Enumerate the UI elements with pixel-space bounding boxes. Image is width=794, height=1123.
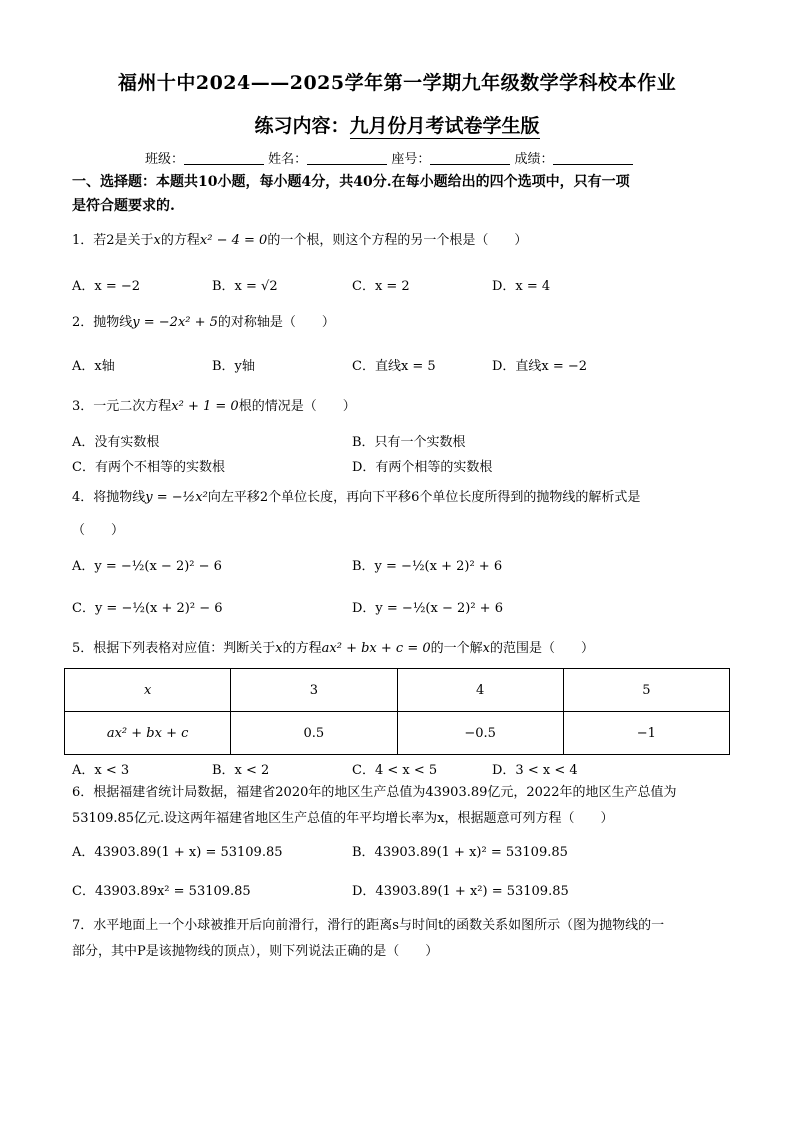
- question-7: [72, 913, 732, 965]
- question-6: [72, 780, 732, 832]
- q6-option-c[interactable]: C．43903.89x² = 53109.85: [72, 884, 251, 899]
- q5-option-a[interactable]: A．x < 3: [72, 763, 130, 778]
- section-1-line-1: 一、选择题：本题共10小题，每小题4分，共40分.在每小题给出的四个选项中，只有一项: [72, 174, 630, 190]
- subtitle-main: 九月份月考试卷学生版: [349, 115, 540, 137]
- q3-option-c[interactable]: C．有两个不相等的实数根: [72, 460, 225, 475]
- q3-option-d[interactable]: D．有两个相等的实数根: [352, 460, 493, 475]
- q1-text-mid: 的方程: [160, 233, 200, 248]
- q1-text-pre: 1．若2是关于: [72, 233, 154, 248]
- q3-equation: x² + 1 = 0: [171, 399, 239, 414]
- q5-text-pre: 5．根据下列表格对应值：判断关于: [72, 641, 276, 656]
- q4-option-b[interactable]: B．y = −½(x + 2)² + 6: [352, 559, 503, 574]
- q2-option-b[interactable]: B．y轴: [212, 359, 255, 374]
- table-cell: −0.5: [397, 712, 563, 755]
- q4-option-c[interactable]: C．y = −½(x + 2)² − 6: [72, 601, 223, 616]
- section-1-line-2: 是符合题要求的.: [72, 198, 175, 214]
- q5-text-mid: 的方程: [282, 641, 322, 656]
- value-table: [64, 668, 730, 755]
- q2-text-pre: 2．抛物线: [72, 315, 133, 330]
- q6-option-b[interactable]: B．43903.89(1 + x)² = 53109.85: [352, 845, 568, 860]
- q3-option-a[interactable]: A．没有实数根: [72, 435, 160, 450]
- score-blank[interactable]: [553, 152, 633, 165]
- q3-text-pre: 3．一元二次方程: [72, 399, 172, 414]
- question-2: [72, 310, 732, 336]
- question-3: [72, 394, 732, 420]
- question-5: [72, 636, 732, 662]
- q5-var-2: x: [482, 641, 490, 656]
- q5-option-b[interactable]: B．x < 2: [212, 763, 270, 778]
- q1-option-a[interactable]: A．x = −2: [72, 279, 141, 294]
- section-1-heading: [72, 170, 732, 218]
- q3-text-post: 根的情况是（ ）: [238, 399, 356, 414]
- table-header-cell: 4: [397, 669, 563, 712]
- q1-option-b[interactable]: B．x = √2: [212, 279, 278, 294]
- q4-option-d[interactable]: D．y = −½(x − 2)² + 6: [352, 601, 503, 616]
- q4-text-pre: 4．将抛物线: [72, 490, 146, 505]
- class-label: 班级：: [145, 152, 185, 167]
- table-header-cell: 3: [231, 669, 397, 712]
- q5-text-post: 的一个解: [430, 641, 483, 656]
- q5-option-d[interactable]: D．3 < x < 4: [492, 763, 578, 778]
- score-label: 成绩：: [514, 152, 554, 167]
- subtitle-prefix: 练习内容：: [254, 115, 350, 137]
- q4-equation: y = −½x²: [145, 490, 208, 505]
- q2-text-post: 的对称轴是（ ）: [217, 315, 335, 330]
- name-label: 姓名：: [268, 152, 308, 167]
- table-header-cell: 5: [563, 669, 729, 712]
- q6-line-2: 53109.85亿元.设这两年福建省地区生产总值的年平均增长率为x，根据题意可列方程（ ）: [72, 811, 614, 826]
- q2-option-a[interactable]: A．x轴: [72, 359, 115, 374]
- q5-text-post-2: 的范围是（ ）: [489, 641, 594, 656]
- q6-option-a[interactable]: A．43903.89(1 + x) = 53109.85: [72, 845, 283, 860]
- class-blank[interactable]: [184, 152, 264, 165]
- q4-option-a[interactable]: A．y = −½(x − 2)² − 6: [72, 559, 222, 574]
- table-cell: ax² + bx + c: [65, 712, 231, 755]
- q1-option-d[interactable]: D．x = 4: [492, 279, 551, 294]
- q5-var: x: [275, 641, 283, 656]
- q1-option-c[interactable]: C．x = 2: [352, 279, 410, 294]
- q5-option-c[interactable]: C．4 < x < 5: [352, 763, 438, 778]
- q7-line-1: 7．水平地面上一个小球被推开后向前滑行，滑行的距离s与时间t的函数关系如图所示（图为抛物线的一: [72, 918, 665, 933]
- q6-line-1: 6．根据福建省统计局数据，福建省2020年的地区生产总值为43903.89亿元，2022年的地区生产总值为: [72, 785, 677, 800]
- student-info-fields: [145, 148, 633, 167]
- name-blank[interactable]: [307, 152, 387, 165]
- table-header-cell: x: [65, 669, 231, 712]
- q2-equation: y = −2x² + 5: [132, 315, 218, 330]
- q1-text-post: 的一个根，则这个方程的另一个根是（ ）: [267, 233, 528, 248]
- table-cell: −1: [563, 712, 729, 755]
- question-1: [72, 228, 732, 254]
- q5-equation: ax² + bx + c = 0: [321, 641, 431, 656]
- q2-option-c[interactable]: C．直线x = 5: [352, 359, 436, 374]
- q4-text-post: 向左平移2个单位长度，再向下平移6个单位长度所得到的抛物线的解析式是: [207, 490, 641, 505]
- q3-option-b[interactable]: B．只有一个实数根: [352, 435, 466, 450]
- seat-label: 座号：: [391, 152, 431, 167]
- question-4: [72, 485, 732, 511]
- table-row: [65, 712, 730, 755]
- q2-option-d[interactable]: D．直线x = −2: [492, 359, 588, 374]
- q6-option-d[interactable]: D．43903.89(1 + x²) = 53109.85: [352, 884, 569, 899]
- q7-line-2: 部分，其中P是该抛物线的顶点），则下列说法正确的是（ ）: [72, 944, 439, 959]
- q1-var: x: [153, 233, 161, 248]
- page-title: 福州十中2024——2025学年第一学期九年级数学学科校本作业: [117, 72, 677, 94]
- seat-blank[interactable]: [430, 152, 510, 165]
- page-subtitle: [0, 111, 794, 138]
- q1-equation: x² − 4 = 0: [199, 233, 268, 248]
- q4-paren: （ ）: [72, 523, 125, 538]
- table-row: [65, 669, 730, 712]
- table-cell: 0.5: [231, 712, 397, 755]
